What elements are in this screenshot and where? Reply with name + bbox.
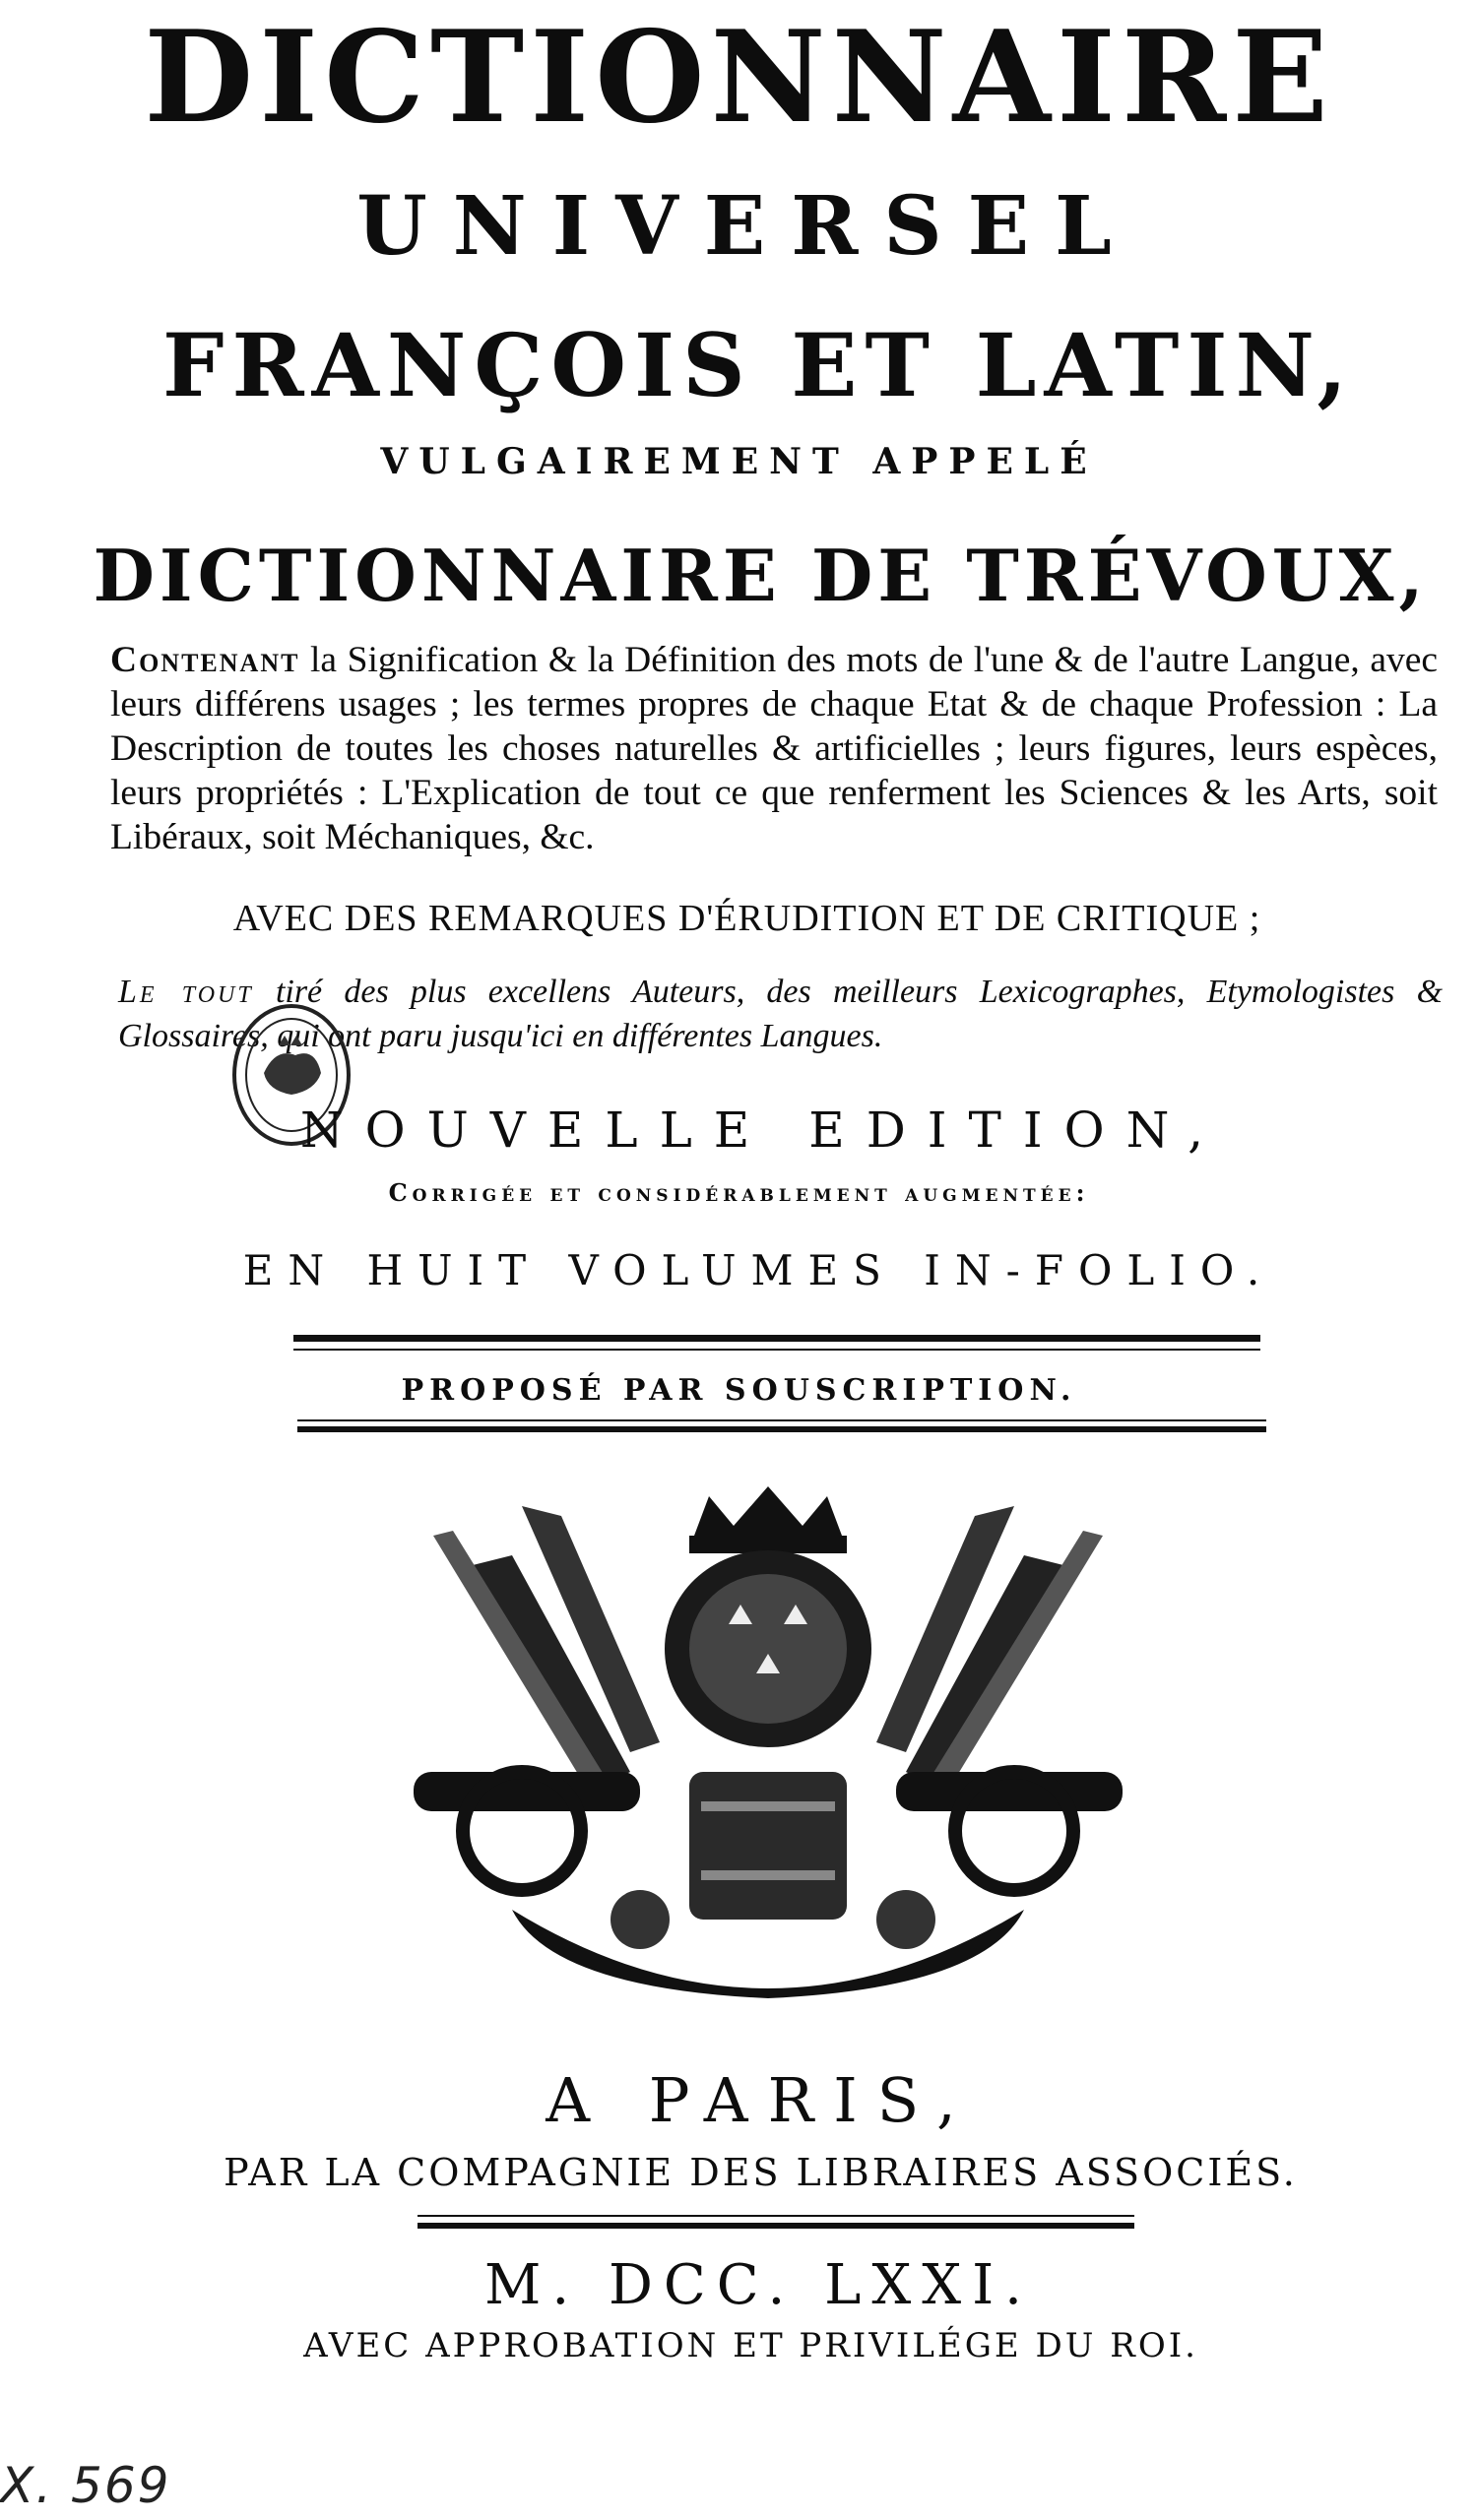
description-text: la Signification & la Définition des mots de l'une & de l'autre Langue, avec leurs différens usages ; les termes propres de chaque Etat & de chaque Profession : La Description de toutes les choses naturelles & artificielles ; leurs figures, leurs espèces, leurs propriétés : L'Explication de tout ce que renferment les Sciences & les Arts, soit Libéraux, soit Méchaniques, &c. [110, 640, 1438, 857]
description-lead: Contenant [110, 640, 300, 680]
rule-imprint-thin [418, 2215, 1134, 2217]
rule-top-thick [293, 1335, 1260, 1342]
subscription-line: PROPOSÉ PAR SOUSCRIPTION. [401, 1373, 1077, 1408]
title-line-francois-latin: FRANÇOIS ET LATIN, [162, 314, 1355, 416]
sources-lead: Le tout [118, 974, 254, 1010]
imprint-year: M. DCC. LXXI. [484, 2253, 1033, 2317]
title-line-dictionnaire: DICTIONNAIRE [144, 4, 1334, 152]
imprint-publisher: PAR LA COMPAGNIE DES LIBRAIRES ASSOCIÉS. [224, 2151, 1298, 2194]
edition-title: NOUVELLE EDITION, [299, 1102, 1226, 1159]
imprint-city: A PARIS, [546, 2064, 976, 2136]
remarks-line: AVEC DES REMARQUES D'ÉRUDITION ET DE CRITIQUE ; [232, 898, 1261, 939]
royal-arms-trophy-vignette-icon [394, 1477, 1142, 2028]
imprint-privilege: AVEC APPROBATION ET PRIVILÉGE DU ROI. [303, 2326, 1198, 2365]
title-line-vulgairement: VULGAIREMENT APPELÉ [380, 441, 1098, 482]
rule-top-thin [293, 1349, 1260, 1351]
shelfmark-handwritten: X. 569 [0, 2457, 171, 2514]
rule-bottom-thick [297, 1426, 1266, 1432]
rule-bottom-thin [297, 1419, 1266, 1421]
rule-imprint-thick [418, 2223, 1134, 2229]
description-paragraph [110, 638, 1438, 859]
title-line-universel: UNIVERSEL [356, 179, 1137, 274]
title-line-trevoux: DICTIONNAIRE DE TRÉVOUX, [93, 534, 1429, 617]
edition-subtitle: Corrigée et considérablement augmentée: [388, 1178, 1090, 1207]
edition-volumes: EN HUIT VOLUMES IN-FOLIO. [242, 1246, 1275, 1294]
sources-text: tiré des plus excellens Auteurs, des meilleurs Lexicographes, Etymologistes & Glossaires, qui ont paru jusqu'ici en différentes Langues. [118, 974, 1444, 1054]
